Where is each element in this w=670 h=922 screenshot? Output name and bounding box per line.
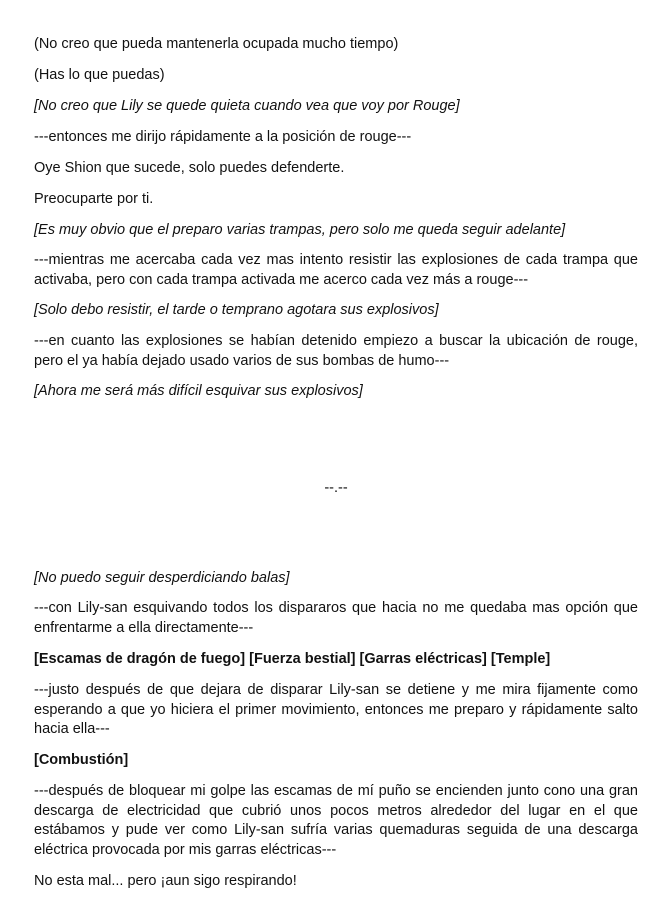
paragraph-thought-1: (No creo que pueda mantenerla ocupada mucho tiempo) [34, 36, 399, 52]
scene-separator: --.-- [324, 480, 348, 496]
paragraph-inner-thought-2: [Es muy obvio que el preparo varias trampas, pero solo me queda seguir adelante] [34, 222, 566, 238]
paragraph-inner-thought-3: [Solo debo resistir, el tarde o temprano agotara sus explosivos] [34, 302, 439, 318]
paragraph-dialogue-3: No esta mal... pero ¡aun sigo respirando! [34, 873, 297, 889]
paragraph-narration-2: ---mientras me acercaba cada vez mas intento resistir las explosiones de cada trampa que activaba, pero con cada trampa activada me acerco cada vez más a rouge--- [34, 252, 638, 288]
paragraph-inner-thought-1: [No creo que Lily se quede quieta cuando vea que voy por Rouge] [34, 98, 460, 114]
paragraph-narration-5: ---justo después de que dejara de disparar Lily-san se detiene y me mira fijamente como esperando a que yo hiciera el primer movimiento, entonces me preparo y rápidamente salto hacia ella--- [34, 682, 638, 737]
paragraph-inner-thought-5: [No puedo seguir desperdiciando balas] [34, 570, 290, 586]
paragraph-thought-2: (Has lo que puedas) [34, 67, 165, 83]
paragraph-dialogue-1: Oye Shion que sucede, solo puedes defenderte. [34, 160, 345, 176]
paragraph-narration-4: ---con Lily-san esquivando todos los dispararos que hacia no me quedaba mas opción que enfrentarme a ella directamente--- [34, 600, 638, 636]
paragraph-skills: [Escamas de dragón de fuego] [Fuerza bestial] [Garras eléctricas] [Temple] [34, 651, 551, 667]
paragraph-narration-6: ---después de bloquear mi golpe las escamas de mí puño se encienden junto cono una gran descarga de electricidad que cubrió unos pocos metros alrededor del lugar en el que estábamos y pude ver como Lily-san sufría varias quemaduras seguida de una descarga eléctrica provocada por mis garras eléctricas--- [34, 783, 638, 858]
paragraph-narration-1: ---entonces me dirijo rápidamente a la posición de rouge--- [34, 129, 412, 145]
paragraph-dialogue-2: Preocuparte por ti. [34, 191, 154, 207]
paragraph-skill-combustion: [Combustión] [34, 752, 129, 768]
paragraph-narration-3: ---en cuanto las explosiones se habían detenido empiezo a buscar la ubicación de rouge, pero el ya había dejado usado varios de sus bombas de humo--- [34, 333, 638, 369]
paragraph-inner-thought-4: [Ahora me será más difícil esquivar sus explosivos] [34, 383, 363, 399]
